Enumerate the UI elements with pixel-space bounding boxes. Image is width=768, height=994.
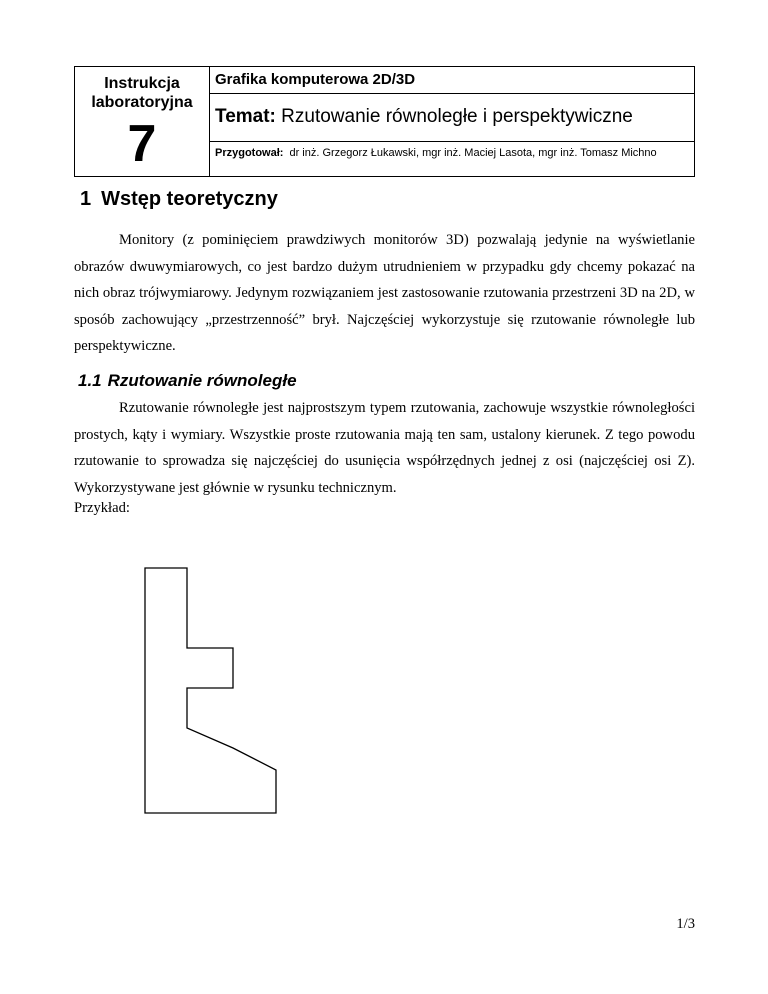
subsection-title: Rzutowanie równoległe <box>107 371 297 390</box>
intro-paragraph: Monitory (z pominięciem prawdziwych monitorów 3D) pozwalają jedynie na wyświetlanie obrazów dwuwymiarowych, co jest bardzo dużym utrudnieniem w przypadku gdy chcemy pokazać na nich obraz trójwymiarowy. Jedynym rozwiązaniem jest zastosowanie rzutowania przestrzeni 3D na 2D, w sposób zachowujący „przestrzenność” brył. Najczęściej wykorzystuje się rzutowanie równoległe lub perspektywiczne. <box>74 232 695 354</box>
instruction-box <box>75 67 210 176</box>
subsection-number: 1.1 <box>78 371 102 390</box>
section-number: 1 <box>80 188 92 210</box>
instruction-number: 7 <box>127 115 157 173</box>
example-shape-figure <box>140 563 290 818</box>
document-header <box>74 66 695 177</box>
example-label: Przykład: <box>74 500 130 516</box>
instruction-kind: Instrukcja laboratoryjna <box>91 75 193 111</box>
course-title: Grafika komputerowa 2D/3D <box>210 67 694 94</box>
header-details <box>210 67 694 176</box>
subsection-heading <box>78 371 297 391</box>
topic-text: Rzutowanie równoległe i perspektywiczne <box>281 106 633 127</box>
section-heading <box>80 188 278 211</box>
parallel-projection-paragraph: Rzutowanie równoległe jest najprostszym typem rzutowania, zachowuje wszystkie równoległości prostych, kąty i wymiary. Wszystkie proste rzutowania mają ten sam, ustalony kierunek. Z tego powodu rzutowanie to sprowadza się najczęściej do usunięcia współrzędnych jednej z osi (najczęściej osi Z). Wykorzystywane jest głównie w rysunku technicznym. <box>74 400 695 496</box>
authors-row <box>210 142 694 176</box>
page-number: 1/3 <box>676 916 695 932</box>
authors-label: Przygotował: <box>215 147 284 159</box>
topic-label: Temat: <box>215 106 276 127</box>
projected-shape-outline <box>145 568 276 813</box>
authors-text: dr inż. Grzegorz Łukawski, mgr inż. Maciej Lasota, mgr inż. Tomasz Michno <box>289 147 657 159</box>
topic-row <box>210 94 694 142</box>
section-title: Wstęp teoretyczny <box>101 188 278 210</box>
